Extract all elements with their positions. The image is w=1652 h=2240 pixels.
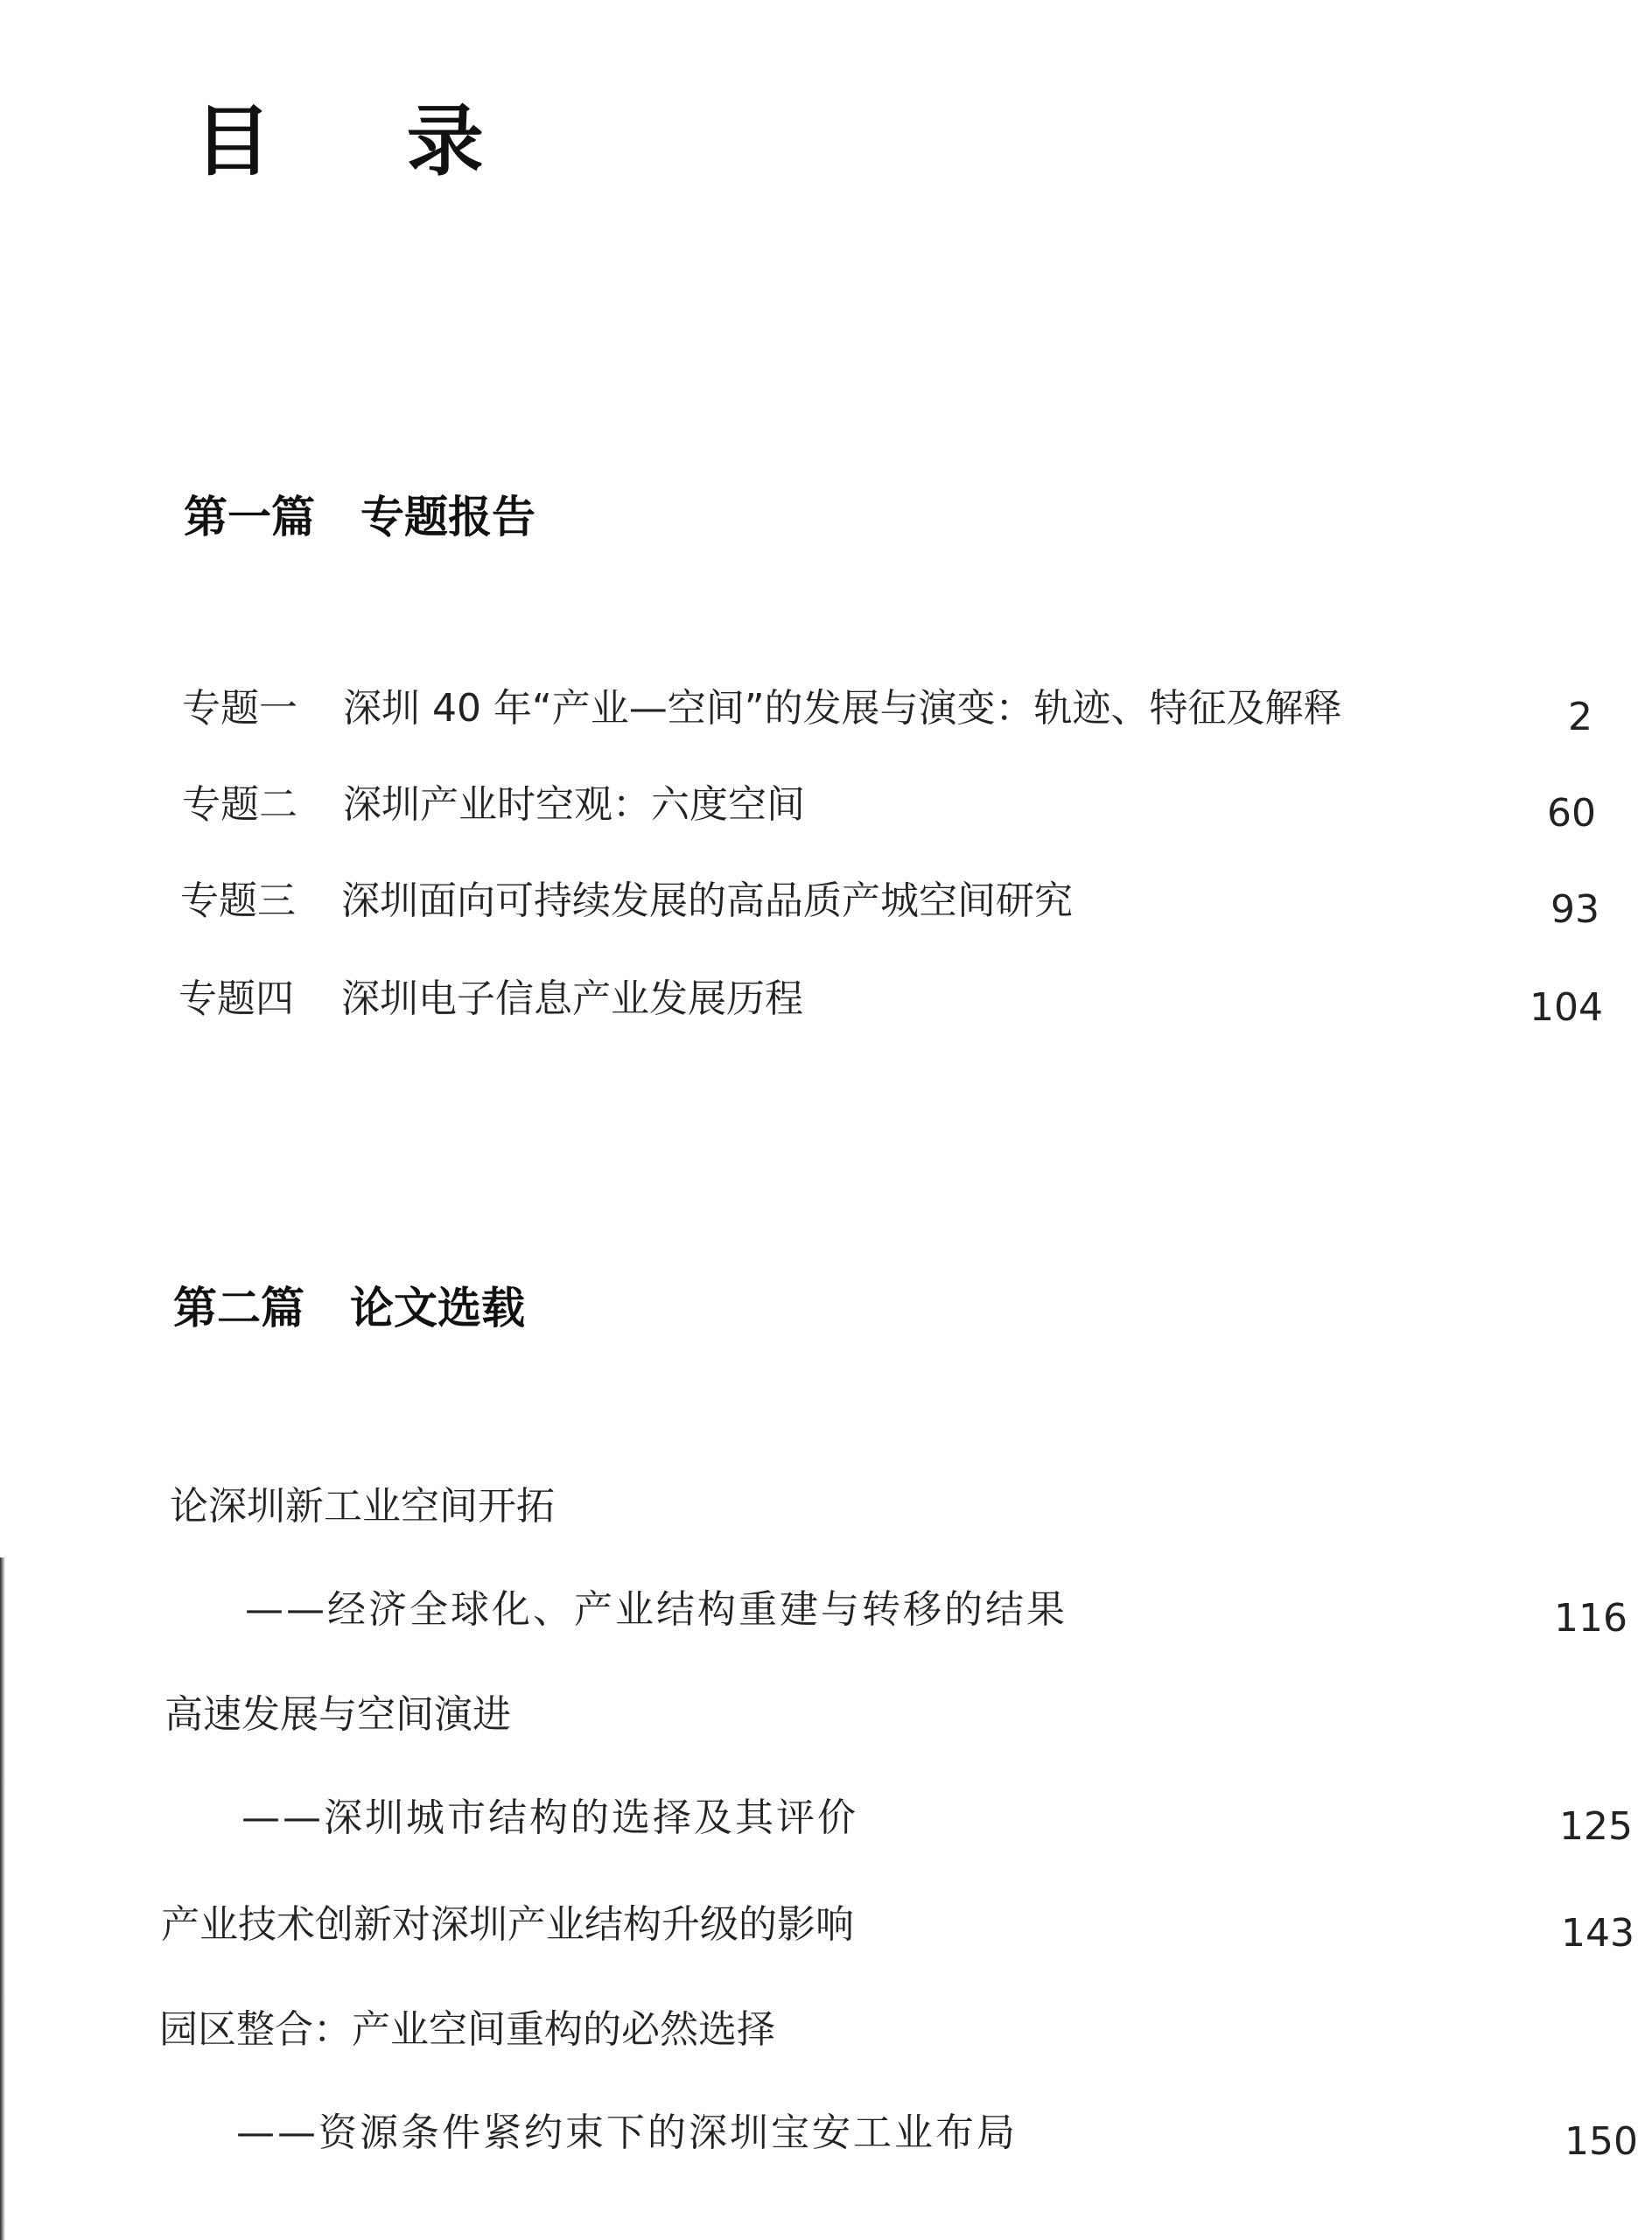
toc-entry-label: 专题四 xyxy=(178,976,294,1021)
toc-entry-page: 116 xyxy=(1554,1596,1628,1641)
toc-entry-page: 150 xyxy=(1564,2119,1638,2164)
toc-entry[interactable] xyxy=(0,973,1652,1030)
toc-entry[interactable] xyxy=(0,1899,1652,1956)
toc-entry-title: 深圳 40 年“产业—空间”的发展与演变：轨迹、特征及解释 xyxy=(343,686,1342,731)
toc-entry-subtitle: ——经济全球化、产业结构重建与转移的结果 xyxy=(245,1587,1068,1632)
part-name: 专题报告 xyxy=(360,492,536,542)
toc-entry-page: 104 xyxy=(1530,985,1603,1030)
toc-entry-page: 125 xyxy=(1559,1804,1633,1849)
toc-entry-subtitle: ——资源条件紧约束下的深圳宝安工业布局 xyxy=(236,2110,1018,2155)
toc-entry-subtitle: ——深圳城市结构的选择及其评价 xyxy=(242,1796,858,1840)
toc-entry-title: 论深圳新工业空间开拓 xyxy=(170,1484,555,1529)
part-heading-2 xyxy=(173,1283,525,1334)
toc-entry-page: 143 xyxy=(1561,1911,1634,1956)
toc-entry[interactable] xyxy=(0,875,1652,932)
part-name: 论文选载 xyxy=(350,1283,525,1334)
toc-entry-title: 深圳面向可持续发展的高品质产城空间研究 xyxy=(341,878,1073,923)
toc-entry-page: 60 xyxy=(1547,791,1596,836)
page-title: 目 录 xyxy=(194,96,538,186)
toc-entry-page: 93 xyxy=(1550,887,1600,932)
toc-entry-title: 园区整合：产业空间重构的必然选择 xyxy=(159,2007,775,2052)
toc-entry-subtitle-line[interactable] xyxy=(0,1792,1652,1849)
toc-entry-title: 深圳电子信息产业发展历程 xyxy=(341,976,803,1021)
toc-entry[interactable] xyxy=(0,682,1652,739)
toc-entry-subtitle-line[interactable] xyxy=(0,1584,1652,1641)
toc-entry-label: 专题二 xyxy=(182,782,298,827)
toc-entry-title: 高速发展与空间演进 xyxy=(164,1692,511,1737)
toc-entry-label: 专题三 xyxy=(180,878,296,923)
part-number: 第二篇 xyxy=(173,1283,304,1334)
toc-entry-title-line[interactable] xyxy=(0,1689,1652,1741)
toc-entry-title-line[interactable] xyxy=(0,2004,1652,2056)
toc-entry-subtitle-line[interactable] xyxy=(0,2107,1652,2164)
part-heading-1 xyxy=(184,492,536,542)
toc-entry-title-line[interactable] xyxy=(0,1480,1652,1533)
toc-entry-title: 产业技术创新对深圳产业结构升级的影响 xyxy=(161,1902,854,1947)
toc-entry-title: 深圳产业时空观：六度空间 xyxy=(343,782,805,827)
toc-entry-label: 专题一 xyxy=(182,686,298,731)
toc-entry-page: 2 xyxy=(1568,695,1592,739)
toc-entry[interactable] xyxy=(0,779,1652,836)
part-number: 第一篇 xyxy=(184,492,315,542)
